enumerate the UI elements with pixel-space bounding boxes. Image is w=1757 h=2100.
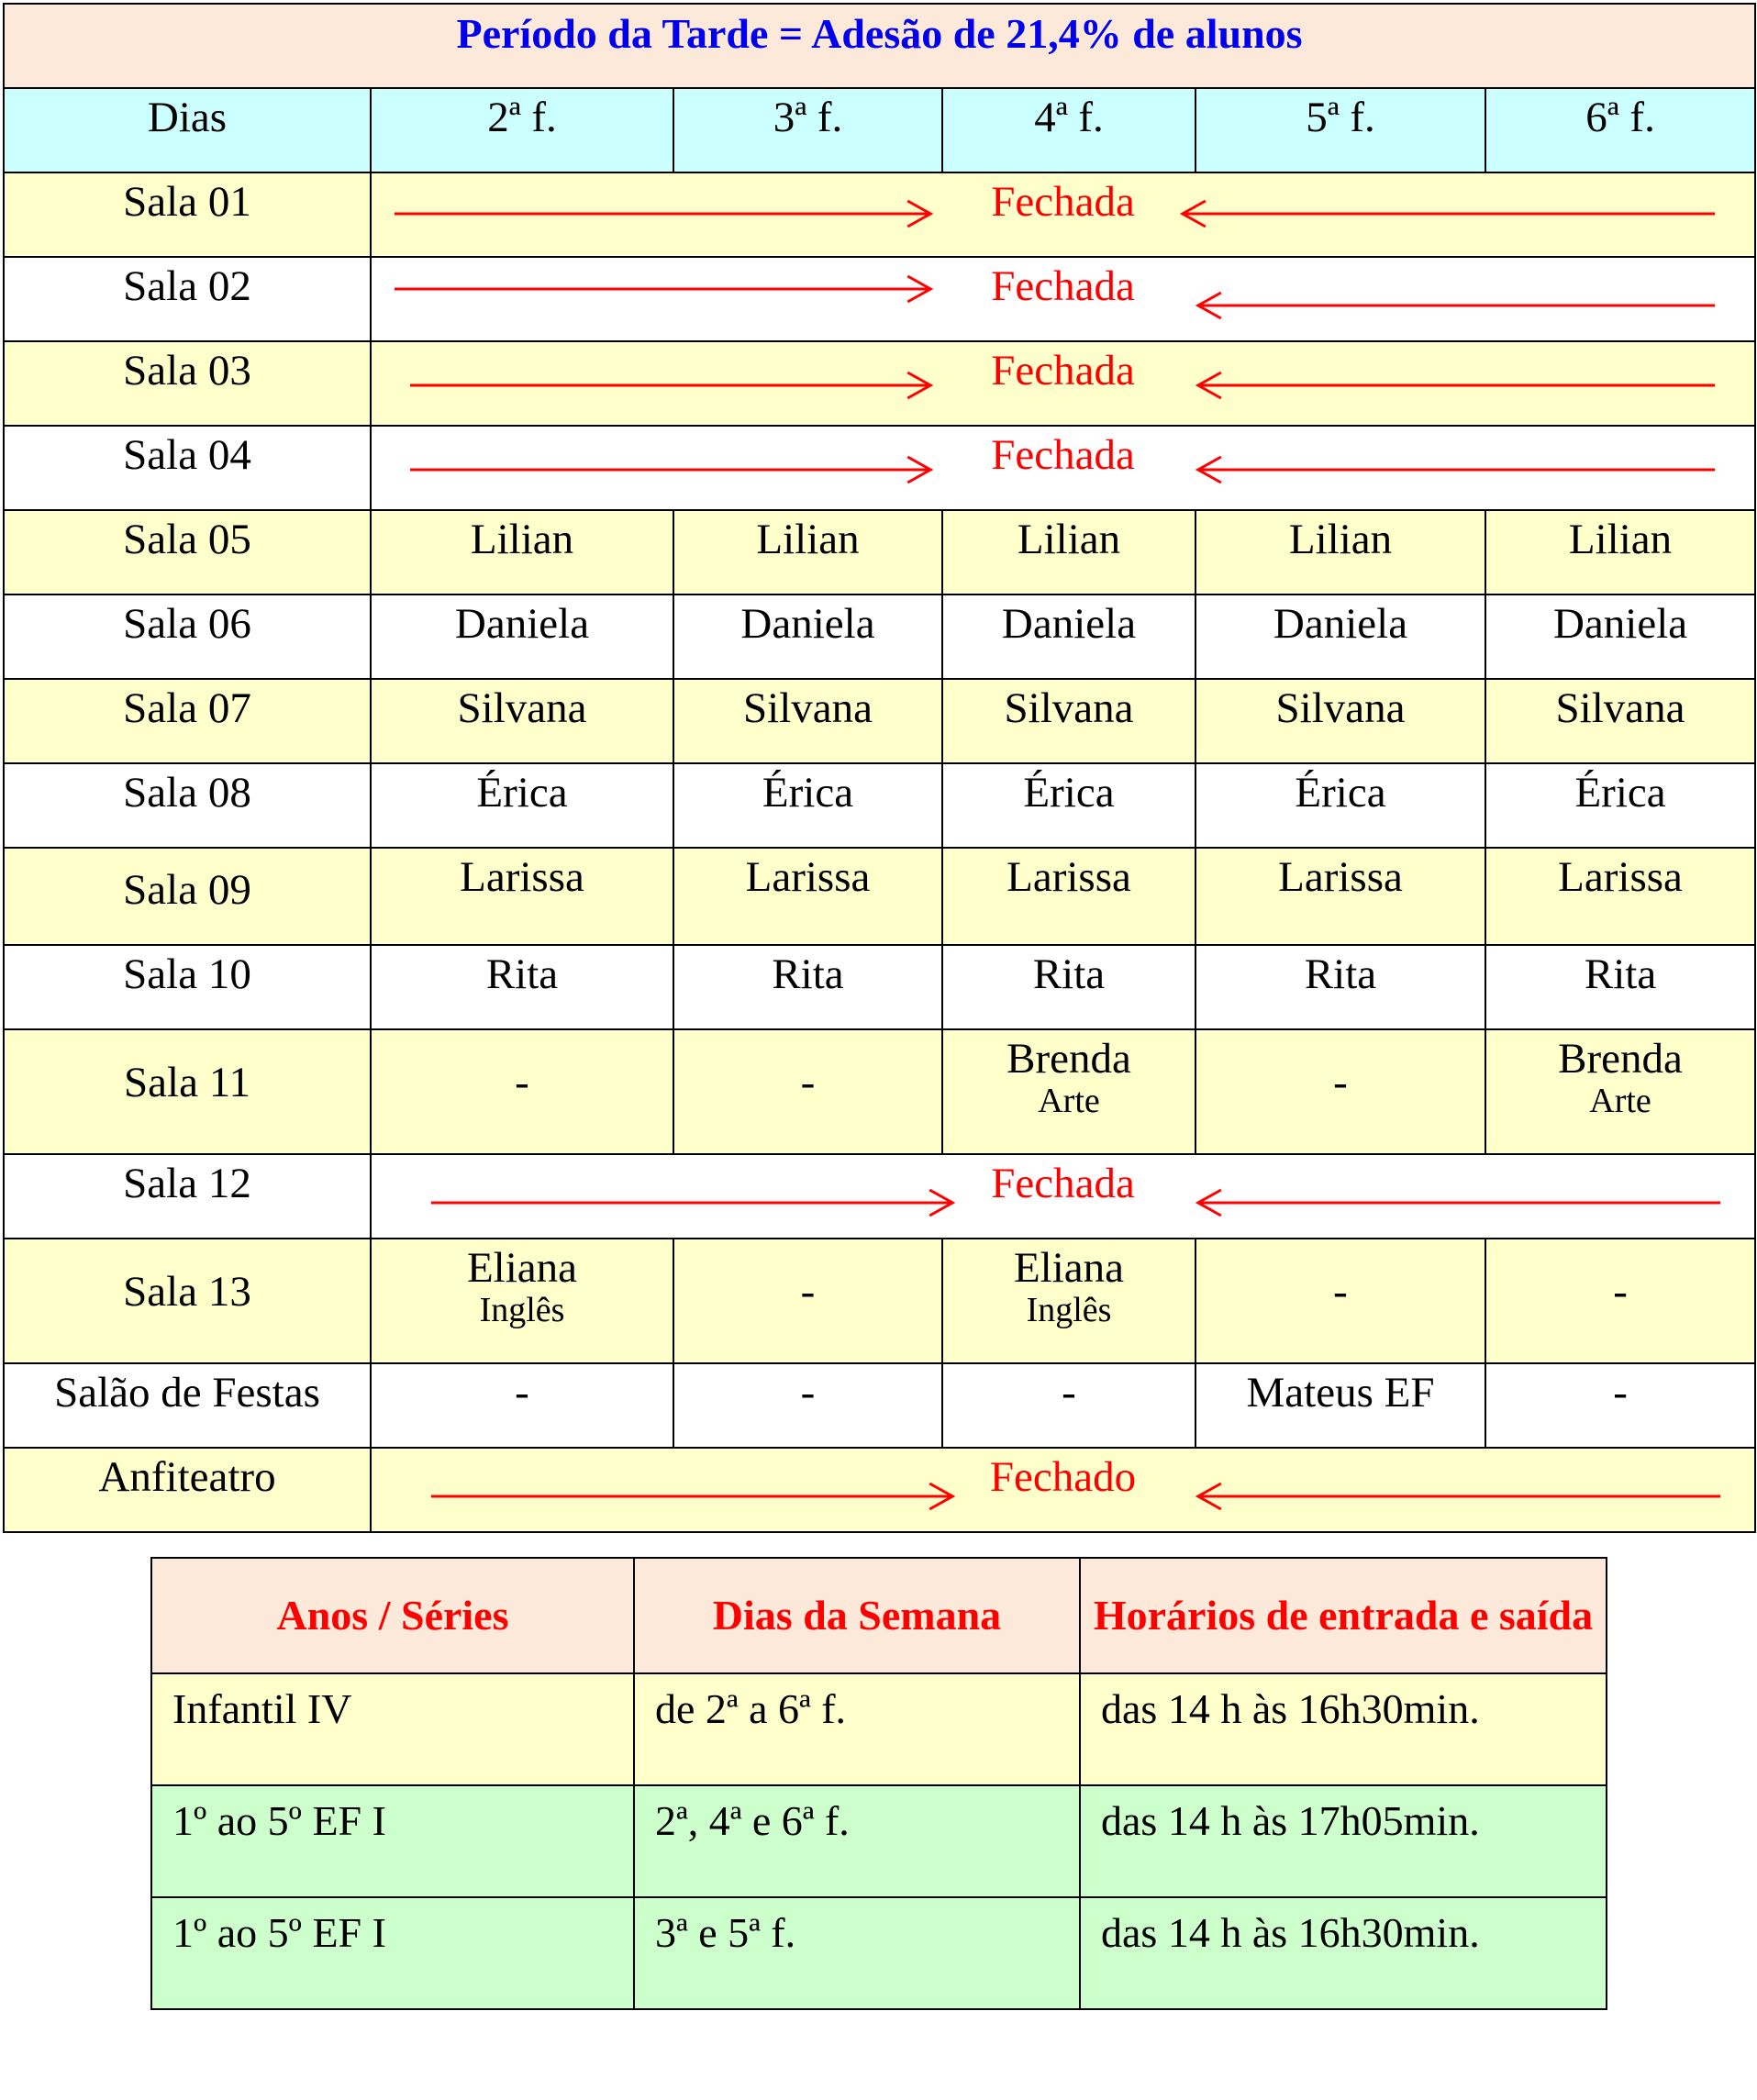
weekdays-cell: 2ª, 4ª e 6ª f.: [634, 1785, 1080, 1897]
teacher-cell: -: [1195, 1239, 1485, 1363]
teacher-cell: Érica: [1485, 763, 1755, 848]
room-name: Sala 09: [4, 848, 371, 945]
days-header: Dias: [4, 88, 371, 172]
closed-row: [371, 1154, 1755, 1239]
teacher-cell: Larissa: [371, 848, 673, 945]
teacher-cell: Érica: [942, 763, 1195, 848]
room-name: Salão de Festas: [4, 1363, 371, 1448]
teacher-cell: Silvana: [673, 679, 942, 763]
closed-row: [371, 172, 1755, 257]
room-name: Anfiteatro: [4, 1448, 371, 1532]
teacher-cell: Lilian: [1195, 510, 1485, 594]
teacher-cell: [942, 1029, 1195, 1154]
room-name: Sala 04: [4, 426, 371, 510]
room-name: Sala 05: [4, 510, 371, 594]
times-cell: das 14 h às 16h30min.: [1080, 1673, 1607, 1785]
teacher-cell: Silvana: [942, 679, 1195, 763]
day-header: 4ª f.: [942, 88, 1195, 172]
subject-label: Arte: [1589, 1082, 1651, 1121]
teacher-cell: Silvana: [1485, 679, 1755, 763]
teacher-cell: [371, 1239, 673, 1363]
teacher-cell: -: [942, 1363, 1195, 1448]
room-name: Sala 07: [4, 679, 371, 763]
teacher-cell: Daniela: [673, 594, 942, 679]
teacher-cell: Érica: [371, 763, 673, 848]
teacher-cell: Rita: [1195, 945, 1485, 1029]
room-name: Sala 13: [4, 1239, 371, 1363]
teacher-cell: [942, 1239, 1195, 1363]
closed-row: [371, 1448, 1755, 1532]
room-name: Sala 01: [4, 172, 371, 257]
header-times: Horários de entrada e saída: [1080, 1558, 1607, 1673]
teacher-cell: -: [673, 1239, 942, 1363]
closed-row: [371, 341, 1755, 426]
room-name: Sala 08: [4, 763, 371, 848]
weekdays-cell: de 2ª a 6ª f.: [634, 1673, 1080, 1785]
subject-label: Inglês: [1026, 1291, 1112, 1330]
teacher-cell: -: [1195, 1029, 1485, 1154]
day-header: 2ª f.: [371, 88, 673, 172]
closed-label: Fechada: [991, 431, 1135, 479]
teacher-name: Eliana: [1013, 1244, 1125, 1292]
teacher-cell: Érica: [673, 763, 942, 848]
teacher-name: Eliana: [466, 1244, 578, 1292]
closed-row: [371, 426, 1755, 510]
subject-label: Inglês: [479, 1291, 565, 1330]
closed-label: Fechado: [989, 1453, 1137, 1501]
teacher-cell: Érica: [1195, 763, 1485, 848]
times-cell: das 14 h às 17h05min.: [1080, 1785, 1607, 1897]
weekdays-cell: 3ª e 5ª f.: [634, 1897, 1080, 2009]
day-header: 6ª f.: [1485, 88, 1755, 172]
teacher-cell: Lilian: [371, 510, 673, 594]
teacher-cell: Lilian: [942, 510, 1195, 594]
teacher-cell: Lilian: [1485, 510, 1755, 594]
teacher-cell: Daniela: [1485, 594, 1755, 679]
teacher-cell: Larissa: [1485, 848, 1755, 945]
teacher-cell: Silvana: [371, 679, 673, 763]
teacher-cell: Daniela: [942, 594, 1195, 679]
teacher-cell: Rita: [942, 945, 1195, 1029]
teacher-cell: Rita: [673, 945, 942, 1029]
teacher-cell: Daniela: [1195, 594, 1485, 679]
header-grades: Anos / Séries: [151, 1558, 634, 1673]
times-cell: das 14 h às 16h30min.: [1080, 1897, 1607, 2009]
schedule-title: Período da Tarde = Adesão de 21,4% de alunos: [4, 4, 1755, 88]
grade-cell: 1º ao 5º EF I: [151, 1897, 634, 2009]
teacher-cell: Larissa: [673, 848, 942, 945]
room-name: Sala 02: [4, 257, 371, 341]
teacher-cell: -: [673, 1363, 942, 1448]
teacher-cell: [1485, 1029, 1755, 1154]
closed-label: Fechada: [991, 1160, 1135, 1207]
teacher-cell: -: [1485, 1239, 1755, 1363]
teacher-cell: Lilian: [673, 510, 942, 594]
teacher-cell: -: [371, 1363, 673, 1448]
room-name: Sala 10: [4, 945, 371, 1029]
grade-cell: 1º ao 5º EF I: [151, 1785, 634, 1897]
teacher-cell: Mateus EF: [1195, 1363, 1485, 1448]
closed-label: Fechada: [991, 262, 1135, 310]
teacher-cell: Rita: [371, 945, 673, 1029]
hours-table: [150, 1557, 1607, 2010]
closed-row: [371, 257, 1755, 341]
room-name: Sala 11: [4, 1029, 371, 1154]
header-weekdays: Dias da Semana: [634, 1558, 1080, 1673]
grade-cell: Infantil IV: [151, 1673, 634, 1785]
room-name: Sala 03: [4, 341, 371, 426]
teacher-cell: -: [1485, 1363, 1755, 1448]
subject-label: Arte: [1038, 1082, 1100, 1121]
teacher-cell: Larissa: [942, 848, 1195, 945]
teacher-cell: Silvana: [1195, 679, 1485, 763]
teacher-cell: -: [673, 1029, 942, 1154]
teacher-cell: Daniela: [371, 594, 673, 679]
teacher-cell: Larissa: [1195, 848, 1485, 945]
teacher-name: Brenda: [1006, 1035, 1131, 1083]
room-name: Sala 12: [4, 1154, 371, 1239]
closed-label: Fechada: [991, 347, 1135, 394]
teacher-cell: Rita: [1485, 945, 1755, 1029]
day-header: 5ª f.: [1195, 88, 1485, 172]
teacher-name: Brenda: [1558, 1035, 1683, 1083]
schedule-table: [3, 3, 1756, 1533]
closed-label: Fechada: [991, 178, 1135, 226]
day-header: 3ª f.: [673, 88, 942, 172]
teacher-cell: -: [371, 1029, 673, 1154]
room-name: Sala 06: [4, 594, 371, 679]
